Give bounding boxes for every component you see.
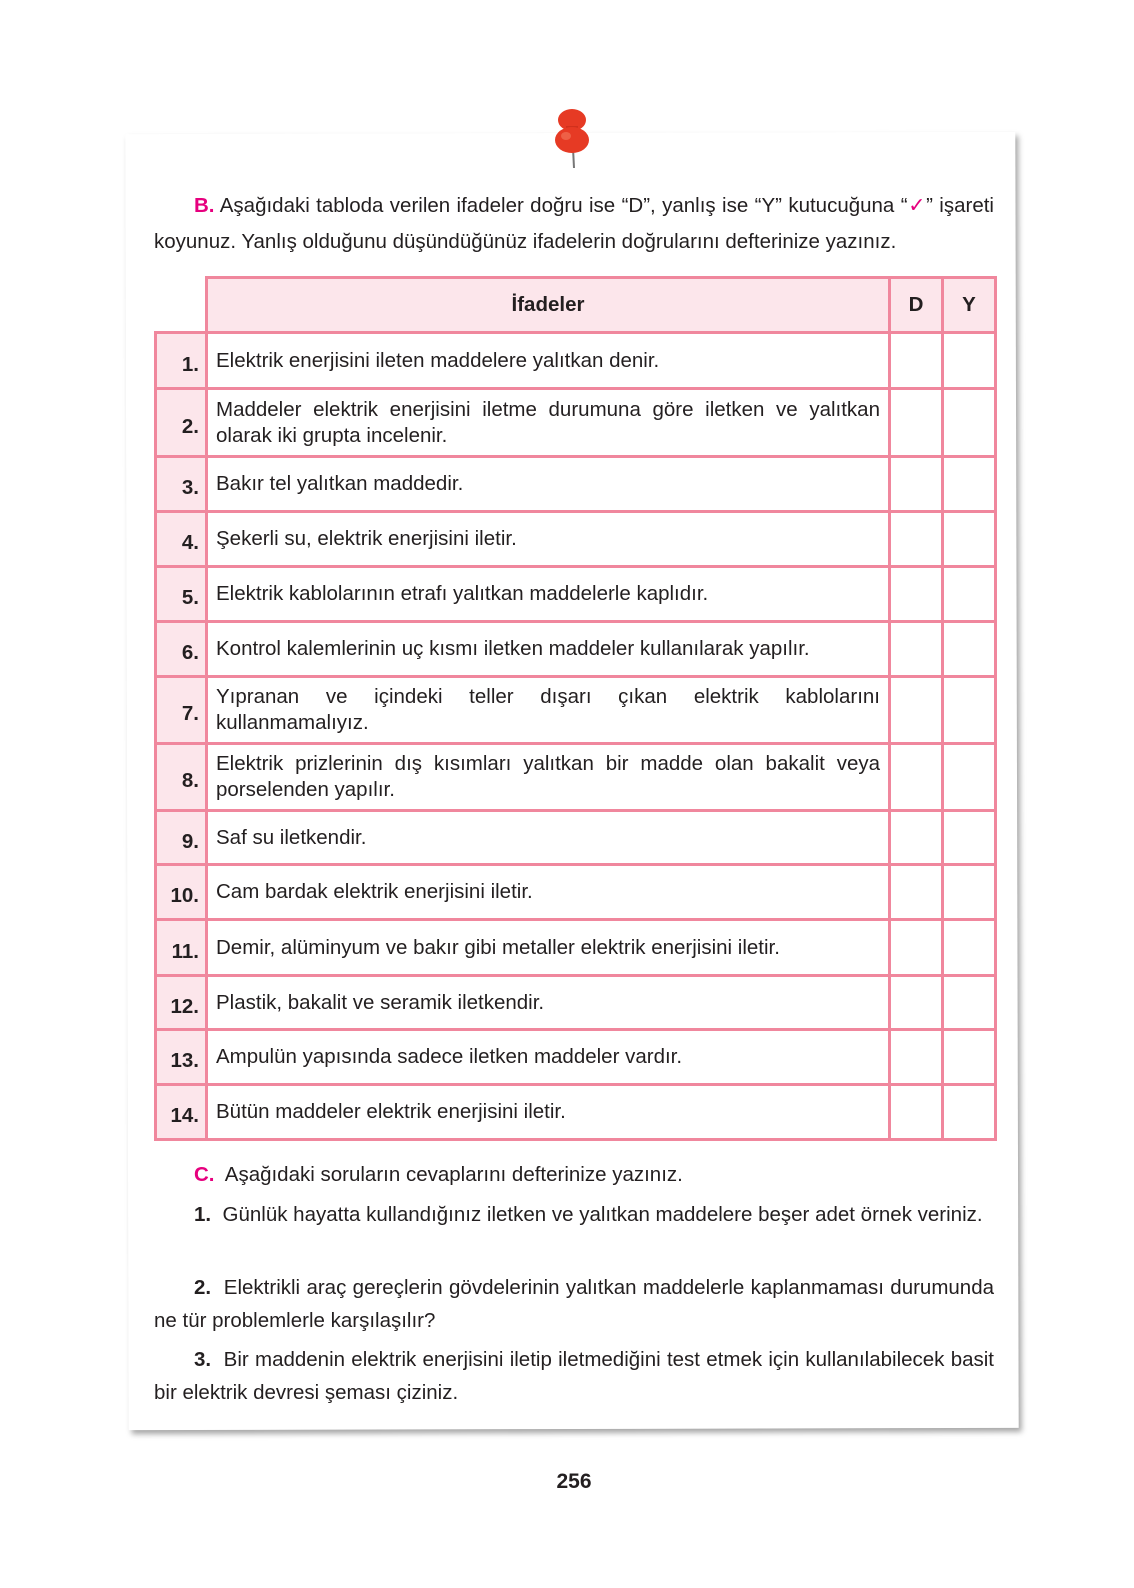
table-row (156, 1085, 996, 1140)
table-row (156, 976, 996, 1030)
statement-text: Yıpranan ve içindeki teller dışarı çıkan elektrik kablolarını kullanmamalıyız. (207, 677, 890, 744)
true-checkbox[interactable] (890, 1030, 943, 1085)
false-checkbox[interactable] (943, 865, 996, 920)
statement-text: Bütün maddeler elektrik enerjisini iletir. (207, 1085, 890, 1140)
question-number: 2. (194, 1276, 212, 1299)
empty-corner (156, 278, 207, 333)
true-checkbox[interactable] (890, 811, 943, 865)
true-checkbox[interactable] (890, 744, 943, 811)
false-checkbox[interactable] (943, 811, 996, 865)
table-row (156, 622, 996, 677)
true-checkbox[interactable] (890, 976, 943, 1030)
statement-text: Elektrik prizlerinin dış kısımları yalıtkan bir madde olan bakalit veya porselenden yapılır. (207, 744, 890, 811)
statement-text: Plastik, bakalit ve seramik iletkendir. (207, 976, 890, 1030)
page-number: 256 (556, 1470, 592, 1493)
false-checkbox[interactable] (943, 1085, 996, 1140)
false-checkbox[interactable] (943, 333, 996, 389)
header-false: Y (943, 278, 996, 333)
table-row (156, 865, 996, 920)
statement-text: Kontrol kalemlerinin uç kısmı iletken maddeler kullanılarak yapılır. (207, 622, 890, 677)
true-checkbox[interactable] (890, 457, 943, 512)
table-row (156, 920, 996, 976)
statement-text: Elektrik kablolarının etrafı yalıtkan maddelerle kaplıdır. (207, 567, 890, 622)
true-checkbox[interactable] (890, 622, 943, 677)
row-number: 11. (156, 920, 207, 976)
table-row (156, 677, 996, 744)
row-number: 8. (156, 744, 207, 811)
false-checkbox[interactable] (943, 976, 996, 1030)
question-number: 1. (194, 1203, 212, 1226)
question-text: Elektrikli araç gereçlerin gövdelerinin yalıtkan maddelerle kaplanmaması durumunda ne tür problemlerle karşılaşılır? (154, 1276, 994, 1332)
statement-text: Ampulün yapısında sadece iletken maddeler vardır. (207, 1030, 890, 1085)
question-1 (154, 1198, 994, 1231)
statement-text: Demir, alüminyum ve bakır gibi metaller elektrik enerjisini iletir. (207, 920, 890, 976)
statement-text: Maddeler elektrik enerjisini iletme durumuna göre iletken ve yalıtkan olarak iki grupta incelenir. (207, 389, 890, 457)
table-row (156, 512, 996, 567)
table-row (156, 811, 996, 865)
table-row (156, 1030, 996, 1085)
false-checkbox[interactable] (943, 512, 996, 567)
row-number: 9. (156, 811, 207, 865)
true-checkbox[interactable] (890, 1085, 943, 1140)
row-number: 13. (156, 1030, 207, 1085)
table-row (156, 567, 996, 622)
false-checkbox[interactable] (943, 744, 996, 811)
section-c-text: Aşağıdaki soruların cevaplarını defterinize yazınız. (224, 1163, 683, 1186)
table-row (156, 457, 996, 512)
true-checkbox[interactable] (890, 512, 943, 567)
row-number: 3. (156, 457, 207, 512)
true-checkbox[interactable] (890, 333, 943, 389)
true-checkbox[interactable] (890, 865, 943, 920)
header-statements: İfadeler (207, 278, 890, 333)
row-number: 6. (156, 622, 207, 677)
instruction-text-2: ” işareti koyunuz. Yanlış olduğunu düşündüğünüz ifadelerin doğrularını defterinize yazınız. (154, 194, 994, 253)
false-checkbox[interactable] (943, 622, 996, 677)
question-2 (154, 1271, 994, 1337)
table-row (156, 389, 996, 457)
row-number: 1. (156, 333, 207, 389)
section-b-letter: B. (194, 194, 215, 217)
statement-text: Şekerli su, elektrik enerjisini iletir. (207, 512, 890, 567)
question-text: Günlük hayatta kullandığınız iletken ve yalıtkan maddelere beşer adet örnek veriniz. (222, 1203, 983, 1226)
false-checkbox[interactable] (943, 1030, 996, 1085)
statement-text: Bakır tel yalıtkan maddedir. (207, 457, 890, 512)
question-text: Bir maddenin elektrik enerjisini iletip iletmediğini test etmek için kullanılabilecek basit bir elektrik devresi şeması çiziniz. (154, 1348, 994, 1404)
statement-text: Cam bardak elektrik enerjisini iletir. (207, 865, 890, 920)
section-c-letter: C. (194, 1163, 215, 1186)
false-checkbox[interactable] (943, 389, 996, 457)
statement-text: Saf su iletkendir. (207, 811, 890, 865)
row-number: 10. (156, 865, 207, 920)
instruction-text: Aşağıdaki tabloda verilen ifadeler doğru ise “D”, yanlış ise “Y” kutucuğuna “ (219, 194, 908, 217)
row-number: 7. (156, 677, 207, 744)
question-3 (154, 1343, 994, 1409)
row-number: 14. (156, 1085, 207, 1140)
section-b-instruction (154, 188, 994, 260)
false-checkbox[interactable] (943, 920, 996, 976)
statement-text: Elektrik enerjisini ileten maddelere yalıtkan denir. (207, 333, 890, 389)
true-checkbox[interactable] (890, 567, 943, 622)
true-checkbox[interactable] (890, 677, 943, 744)
row-number: 12. (156, 976, 207, 1030)
false-checkbox[interactable] (943, 457, 996, 512)
table-row (156, 744, 996, 811)
true-checkbox[interactable] (890, 389, 943, 457)
true-checkbox[interactable] (890, 920, 943, 976)
table-row (156, 333, 996, 389)
question-number: 3. (194, 1348, 212, 1371)
row-number: 5. (156, 567, 207, 622)
check-icon: ✓ (907, 194, 927, 217)
row-number: 2. (156, 389, 207, 457)
section-c-instruction (154, 1158, 994, 1191)
row-number: 4. (156, 512, 207, 567)
push-pin-icon (552, 108, 592, 170)
header-true: D (890, 278, 943, 333)
true-false-table (154, 276, 997, 1141)
false-checkbox[interactable] (943, 677, 996, 744)
false-checkbox[interactable] (943, 567, 996, 622)
